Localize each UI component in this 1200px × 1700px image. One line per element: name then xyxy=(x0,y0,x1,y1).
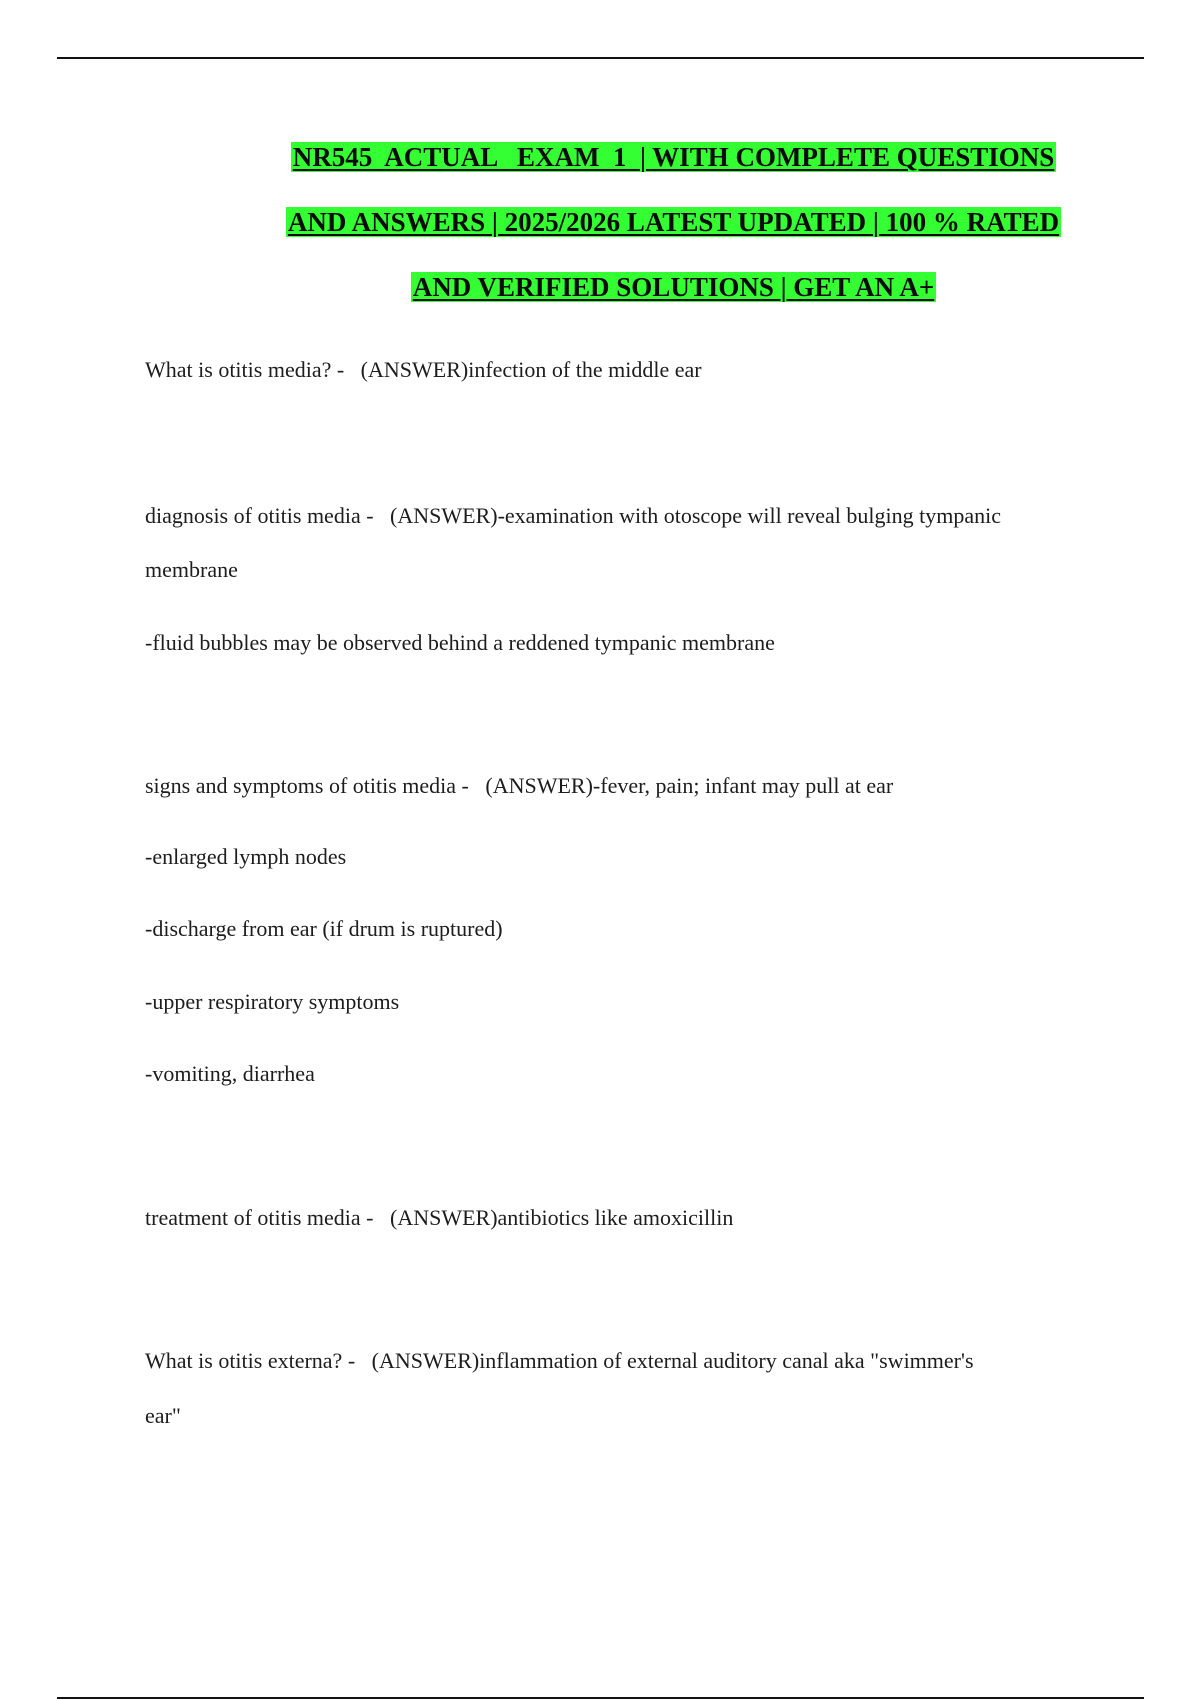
title-line-1 xyxy=(236,140,1111,205)
qa-line-otitis-externa-definition-cont: ear" xyxy=(145,1403,181,1428)
qa-line-otitis-media-diagnosis-cont: membrane xyxy=(145,557,238,582)
title-text-2: AND ANSWERS | 2025/2026 LATEST UPDATED | 100 % RATED xyxy=(287,207,1060,237)
qa-line-otitis-media-definition: What is otitis media? - (ANSWER)infection of the middle ear xyxy=(145,357,702,382)
title-text-1: NR545 ACTUAL EXAM 1 | WITH COMPLETE QUESTIONS xyxy=(292,142,1055,172)
title-text-3: AND VERIFIED SOLUTIONS | GET AN A+ xyxy=(412,272,935,302)
document-title xyxy=(236,140,1111,335)
qa-line-otitis-media-symptoms-b: -enlarged lymph nodes xyxy=(145,844,347,869)
bottom-rule xyxy=(57,1697,1144,1699)
qa-line-otitis-media-symptoms-e: -vomiting, diarrhea xyxy=(145,1061,315,1086)
qa-line-otitis-media-diagnosis-b: -fluid bubbles may be observed behind a reddened tympanic membrane xyxy=(145,630,775,655)
qa-line-otitis-media-symptoms: signs and symptoms of otitis media - (ANSWER)-fever, pain; infant may pull at ear xyxy=(145,773,894,798)
title-line-3 xyxy=(236,270,1111,335)
qa-line-otitis-externa-definition: What is otitis externa? - (ANSWER)inflammation of external auditory canal aka "swimmer's xyxy=(145,1348,974,1373)
qa-line-otitis-media-symptoms-c: -discharge from ear (if drum is ruptured) xyxy=(145,916,503,941)
qa-line-otitis-media-symptoms-d: -upper respiratory symptoms xyxy=(145,989,400,1014)
qa-line-otitis-media-treatment: treatment of otitis media - (ANSWER)antibiotics like amoxicillin xyxy=(145,1205,734,1230)
title-line-2 xyxy=(236,205,1111,270)
top-rule xyxy=(57,57,1144,59)
qa-line-otitis-media-diagnosis: diagnosis of otitis media - (ANSWER)-examination with otoscope will reveal bulging tympanic xyxy=(145,503,1002,528)
